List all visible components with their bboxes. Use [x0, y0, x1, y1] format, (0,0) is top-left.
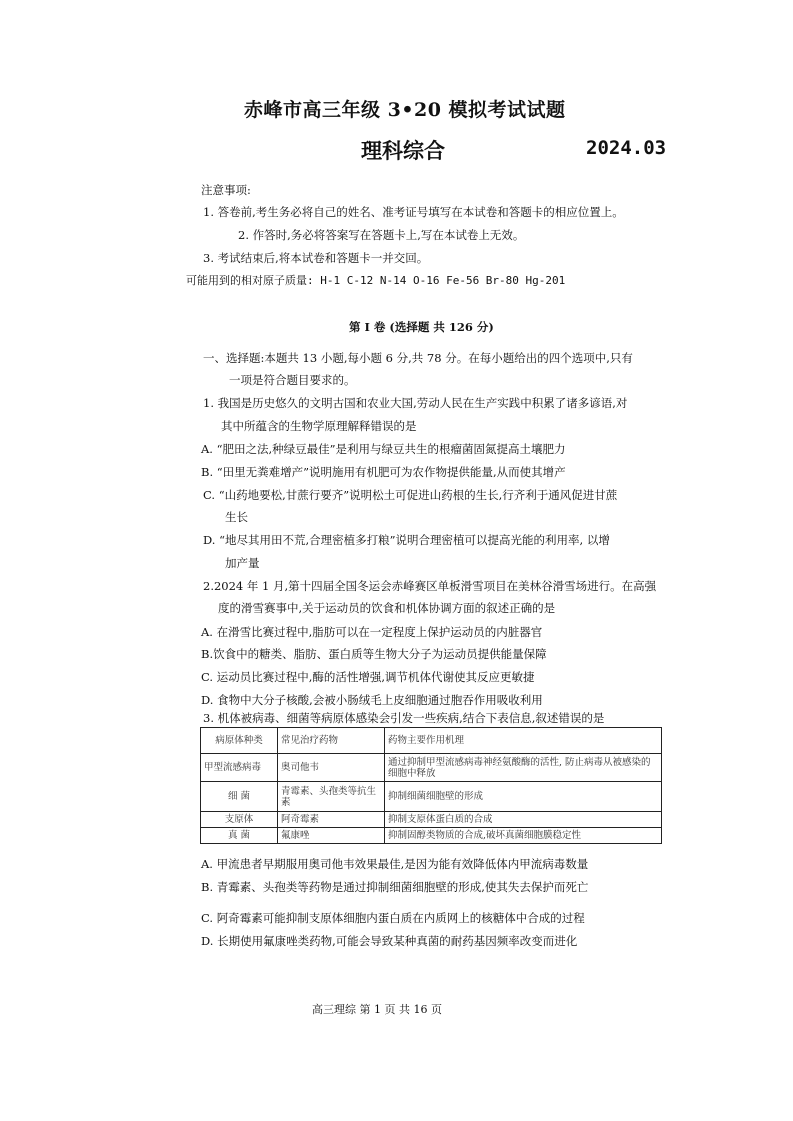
- table-cell: 青霉素、头孢类等抗生素: [278, 782, 385, 812]
- q2-stem-1: 2.2024 年 1 月,第十四届全国冬运会赤峰赛区单板滑雪项目在美林谷滑雪场进行。在高强: [203, 579, 657, 593]
- q3-stem: 3. 机体被病毒、细菌等病原体感染会引发一些疾病,结合下表信息,叙述错误的是: [203, 711, 605, 725]
- table-header-cell: 病原体种类: [201, 728, 278, 754]
- table-cell: 阿奇霉素: [278, 812, 385, 828]
- notice-item-2: 2. 作答时,务必将答案写在答题卡上,写在本试卷上无效。: [238, 228, 525, 242]
- table-cell: 甲型流感病毒: [201, 754, 278, 782]
- q3-option-a: A. 甲流患者早期服用奥司他韦效果最佳,是因为能有效降低体内甲流病毒数量: [201, 857, 589, 871]
- table-cell: 通过抑制甲型流感病毒神经氨酸酶的活性, 防止病毒从被感染的细胞中释放: [385, 754, 662, 782]
- section-heading: 第 I 卷 (选择题 共 126 分): [349, 320, 494, 334]
- q2-stem-2: 度的滑雪赛事中,关于运动员的饮食和机体协调方面的叙述正确的是: [218, 601, 556, 615]
- q1-stem-2: 其中所蕴含的生物学原理解释错误的是: [221, 419, 417, 433]
- table-cell: 氟康唑: [278, 828, 385, 844]
- table-cell: 真 菌: [201, 828, 278, 844]
- notice-heading: 注意事项:: [201, 183, 251, 197]
- atomic-masses: 可能用到的相对原子质量: H-1 C-12 N-14 O-16 Fe-56 Br-80 Hg-201: [186, 274, 566, 287]
- table-cell: 抑制支原体蛋白质的合成: [385, 812, 662, 828]
- page-footer: 高三理综 第 1 页 共 16 页: [312, 1003, 442, 1016]
- exam-title: 赤峰市高三年级 3•20 模拟考试试题: [244, 99, 566, 121]
- q3-option-c: C. 阿奇霉素可能抑制支原体细胞内蛋白质在内质网上的核糖体中合成的过程: [201, 911, 585, 925]
- table-header-row: [201, 728, 662, 754]
- q1-option-c-1: C. “山药地要松,甘蔗行要齐”说明松土可促进山药根的生长,行齐利于通风促进甘蔗: [203, 488, 618, 502]
- drug-table: [200, 727, 662, 844]
- notice-item-3: 3. 考试结束后,将本试卷和答题卡一并交回。: [203, 251, 429, 265]
- table-row: [201, 782, 662, 812]
- table-cell: 奥司他韦: [278, 754, 385, 782]
- table-header-cell: 常见治疗药物: [278, 728, 385, 754]
- q2-option-b: B.饮食中的糖类、脂肪、蛋白质等生物大分子为运动员提供能量保障: [201, 647, 547, 661]
- q2-option-c: C. 运动员比赛过程中,酶的活性增强,调节机体代谢使其反应更敏捷: [201, 670, 535, 684]
- table-row: [201, 828, 662, 844]
- section-instruction-2: 一项是符合题目要求的。: [229, 373, 356, 387]
- table-row: [201, 754, 662, 782]
- q1-stem-1: 1. 我国是历史悠久的文明古国和农业大国,劳动人民在生产实践中积累了诸多谚语,对: [203, 396, 628, 410]
- table-cell: 细 菌: [201, 782, 278, 812]
- exam-date: 2024.03: [586, 137, 667, 159]
- exam-subtitle: 理科综合: [361, 138, 445, 163]
- section-instruction-1: 一、选择题:本题共 13 小题,每小题 6 分,共 78 分。在每小题给出的四个选项中,只有: [203, 351, 633, 365]
- q2-option-a: A. 在滑雪比赛过程中,脂肪可以在一定程度上保护运动员的内脏器官: [201, 625, 543, 639]
- q3-option-b: B. 青霉素、头孢类等药物是通过抑制细菌细胞壁的形成,使其失去保护而死亡: [201, 880, 589, 894]
- table-cell: 抑制细菌细胞壁的形成: [385, 782, 662, 812]
- q3-option-d: D. 长期使用氟康唑类药物,可能会导致某种真菌的耐药基因频率改变而进化: [201, 934, 578, 948]
- q1-option-d-2: 加产量: [225, 556, 260, 570]
- table-header-cell: 药物主要作用机理: [385, 728, 662, 754]
- q2-option-d: D. 食物中大分子核酸,会被小肠绒毛上皮细胞通过胞吞作用吸收利用: [201, 693, 543, 707]
- notice-item-1: 1. 答卷前,考生务必将自己的姓名、准考证号填写在本试卷和答题卡的相应位置上。: [203, 205, 624, 219]
- q1-option-c-2: 生长: [225, 510, 248, 524]
- q1-option-d-1: D. “地尽其用田不荒,合理密植多打粮”说明合理密植可以提高光能的利用率, 以增: [203, 533, 610, 547]
- table-cell: 抑制固醇类物质的合成,破坏真菌细胞膜稳定性: [385, 828, 662, 844]
- table-row: [201, 812, 662, 828]
- q1-option-a: A. “肥田之法,种绿豆最佳”是利用与绿豆共生的根瘤菌固氮提高土壤肥力: [201, 442, 566, 456]
- table-cell: 支原体: [201, 812, 278, 828]
- q1-option-b: B. “田里无粪难增产”说明施用有机肥可为农作物提供能量,从而使其增产: [201, 465, 566, 479]
